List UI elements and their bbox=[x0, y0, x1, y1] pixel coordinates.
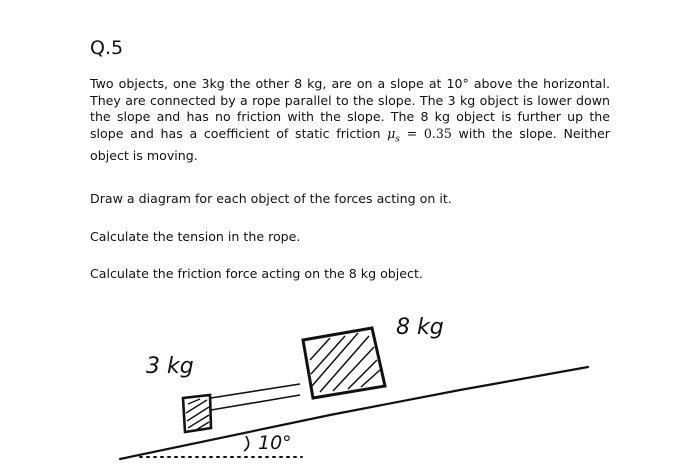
angle-arc bbox=[244, 436, 249, 451]
task-draw-diagram: Draw a diagram for each object of the forces acting on it. bbox=[90, 191, 452, 206]
block-3kg bbox=[183, 395, 211, 432]
problem-text-part2: with the slope. Neither object is moving. bbox=[90, 125, 610, 163]
question-number: Q.5 bbox=[90, 37, 124, 59]
label-8kg: 8 kg bbox=[396, 315, 444, 340]
problem-text-part1: Two objects, one 3kg the other 8 kg, are on a slope at 10° above the horizontal. They are connected by a rope parallel to the slope. The 3 kg object is lower down the slope and has no friction with the slope. The 8 kg object is further up the slope and has a coefficient of static friction bbox=[90, 76, 610, 141]
equals-sign: = bbox=[399, 125, 424, 141]
mu-subscript: s bbox=[395, 134, 400, 145]
mu-value: 0.35 bbox=[423, 125, 452, 141]
mu-symbol: μ bbox=[387, 125, 396, 141]
task-friction: Calculate the friction force acting on the 8 kg object. bbox=[90, 266, 423, 281]
label-3kg: 3 kg bbox=[146, 354, 194, 379]
rope bbox=[211, 384, 300, 410]
angle-label: 10° bbox=[258, 432, 292, 454]
slope-line bbox=[120, 367, 588, 459]
task-tension: Calculate the tension in the rope. bbox=[90, 229, 301, 244]
block-8kg bbox=[303, 328, 385, 398]
